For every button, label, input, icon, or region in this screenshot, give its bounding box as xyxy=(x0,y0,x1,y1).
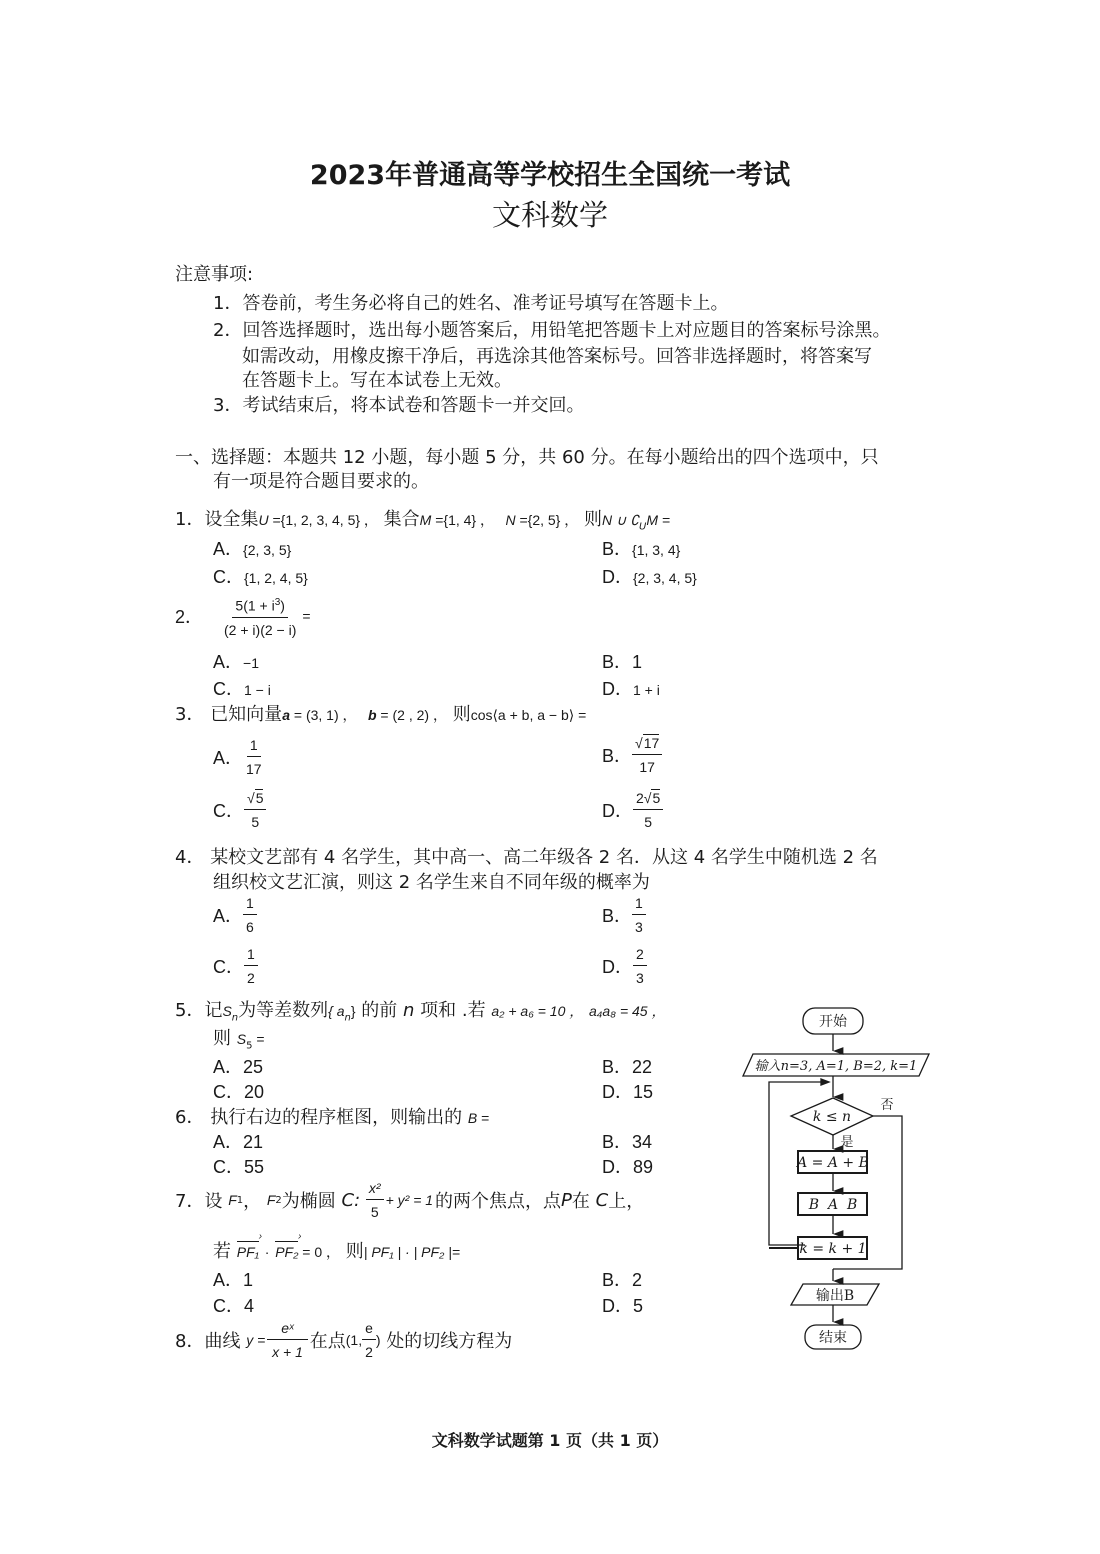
q2-denominator: (2 + i)(2 − i) xyxy=(224,621,297,638)
q5-seq-sub: n xyxy=(344,1012,351,1024)
q6-equals: = xyxy=(477,1110,490,1126)
option-value: 20 xyxy=(244,1082,265,1102)
q8-point: (1, xyxy=(345,1332,363,1348)
option-label: D． xyxy=(602,801,633,821)
q7-text-3: 的两个焦点，点 xyxy=(435,1191,562,1212)
fraction-numerator: 1 xyxy=(247,737,261,757)
q8-text-2: 在点 xyxy=(309,1331,346,1352)
q8-y-equals: y = xyxy=(246,1332,266,1348)
question-number: 7． xyxy=(175,1191,205,1212)
q5-seq: { a xyxy=(328,1003,345,1019)
q1-expr-sub: U xyxy=(639,521,647,533)
q5-var-s5: S xyxy=(236,1031,247,1047)
q3-then: 则 xyxy=(452,704,471,725)
option-label: C． xyxy=(213,801,244,821)
q3-vector-b: b xyxy=(367,707,377,723)
q8-text: 曲线 xyxy=(204,1331,241,1352)
option-fraction xyxy=(244,946,258,986)
option-label: B． xyxy=(602,1057,633,1077)
q7-option-d xyxy=(602,1292,643,1318)
q7-text: 设 xyxy=(204,1191,223,1212)
option-value: 1 + i xyxy=(633,682,660,698)
option-fraction xyxy=(633,946,647,986)
option-label: A． xyxy=(213,652,244,672)
q7-expr: | PF₁ | · | PF₂ |= xyxy=(363,1244,461,1260)
q1-option-b xyxy=(602,535,680,561)
fraction-denominator: 5 xyxy=(370,1204,379,1220)
option-value: 5 xyxy=(633,1296,644,1316)
option-label: C． xyxy=(213,1082,244,1102)
q1-text: 设全集 xyxy=(204,509,259,530)
question-1 xyxy=(175,505,670,533)
q2-option-b xyxy=(602,648,642,674)
question-number: 1． xyxy=(175,509,205,530)
option-value: 2 xyxy=(632,1270,643,1290)
q3-a-value: = (3, 1) ， xyxy=(289,707,357,723)
option-value: 21 xyxy=(243,1132,264,1152)
flow-step-3-label: k = k + 1 xyxy=(799,1241,867,1257)
q7-vector-pf1: PF₁ › xyxy=(237,1244,259,1260)
fraction-denominator: 3 xyxy=(635,919,643,935)
notice-heading: 注意事项: xyxy=(175,264,254,285)
option-label: D． xyxy=(602,679,633,699)
flow-no-label: 否 xyxy=(880,1098,894,1113)
notice-item-2-cont2: 在答题卡上。写在本试卷上无效。 xyxy=(242,370,512,391)
q6-text: 执行右边的程序框图，则输出的 xyxy=(210,1107,463,1128)
q7-var-c: C: xyxy=(341,1189,361,1211)
q2-numerator-tail: ) xyxy=(280,597,285,614)
q7-if: 若 xyxy=(213,1241,231,1262)
option-value: 34 xyxy=(632,1132,653,1152)
q5-sub-5: 5 xyxy=(246,1040,253,1052)
exam-title: 2023年普通高等学校招生全国统一考试 xyxy=(309,160,791,191)
fraction-numerator: 1 xyxy=(244,946,258,966)
section-heading: 一、选择题：本题共 12 小题，每小题 5 分，共 60 分。在每小题给出的四个选项中，只 xyxy=(175,447,879,468)
question-number: 5． xyxy=(175,1000,205,1021)
q1-then: 则 xyxy=(584,509,602,530)
question-3 xyxy=(175,700,586,726)
q1-option-c xyxy=(213,563,308,589)
option-label: D． xyxy=(602,1296,633,1316)
question-7 xyxy=(175,1180,644,1220)
q1-option-d xyxy=(602,563,697,589)
fraction-numerator: 17 xyxy=(643,735,660,751)
q4-text: 某校文艺部有 4 名学生，其中高一、高二年级各 2 名．从这 4 名学生中随机选 2 名 xyxy=(210,847,878,868)
section-heading-cont: 有一项是符合题目要求的。 xyxy=(213,471,429,492)
q3-b-value: = (2 , 2) ， xyxy=(376,707,447,723)
q5-option-d xyxy=(602,1078,653,1104)
question-2 xyxy=(175,595,311,638)
q6-option-d xyxy=(602,1153,653,1179)
option-value: {1, 3, 4} xyxy=(632,542,681,558)
q5-var-s: S xyxy=(222,1003,232,1019)
option-label: B． xyxy=(602,1132,633,1152)
q6-option-a xyxy=(213,1128,263,1154)
fraction-numerator: 5 xyxy=(255,790,264,806)
q7-fraction xyxy=(366,1180,384,1220)
q5-option-b xyxy=(602,1053,652,1079)
option-fraction xyxy=(243,737,265,777)
q7-equation-tail: + y² = 1 xyxy=(385,1192,434,1208)
fraction-coefficient: 2 xyxy=(636,790,644,806)
fraction-denominator: 2 xyxy=(247,970,255,986)
option-label: B． xyxy=(602,746,633,766)
question-4-cont: 组织校文艺汇演，则这 2 名学生来自不同年级的概率为 xyxy=(213,872,650,893)
q6-option-c xyxy=(213,1153,264,1179)
q7-option-b xyxy=(602,1266,642,1292)
question-number: 2． xyxy=(175,607,204,628)
q5-sub-n: n xyxy=(231,1012,239,1024)
q7-var-c2: C xyxy=(595,1189,609,1211)
q7-vector-pf2: PF₂ › xyxy=(275,1244,298,1260)
option-label: A． xyxy=(213,1057,244,1077)
option-label: C． xyxy=(213,567,244,587)
option-value: 1 − i xyxy=(244,682,271,698)
question-7-cont xyxy=(213,1237,460,1263)
question-number: 4． xyxy=(175,847,205,868)
q2-option-c xyxy=(213,675,271,701)
q3-text: 已知向量 xyxy=(210,704,283,725)
q7-dot: · xyxy=(264,1244,270,1260)
option-value: 15 xyxy=(633,1082,654,1102)
q1-expr: N ∪ ∁ xyxy=(602,512,640,528)
question-number: 6． xyxy=(175,1107,205,1128)
q1-n-set: ={2, 5} ， xyxy=(515,512,579,528)
fraction-denominator: 3 xyxy=(636,970,644,986)
q1-text-2: 集合 xyxy=(383,509,420,530)
q5-equals: = xyxy=(252,1031,265,1047)
option-label: A． xyxy=(213,1132,244,1152)
q8-text-3: 处的切线方程为 xyxy=(386,1331,513,1352)
notice-item-2: 2．回答选择题时，选出每小题答案后，用铅笔把答题卡上对应题目的答案标号涂黑。 xyxy=(213,320,891,341)
q3-option-a xyxy=(213,737,265,777)
option-value: 1 xyxy=(243,1270,254,1290)
q2-exponent: 3 xyxy=(274,597,281,608)
q7-sub-1: 1 xyxy=(236,1194,244,1206)
q5-then: 则 xyxy=(213,1028,231,1049)
q7-text-5: 上， xyxy=(608,1191,645,1212)
q1-expr-tail: M = xyxy=(646,512,671,528)
q2-option-a xyxy=(213,648,259,674)
flow-output-label: 输出B xyxy=(815,1288,855,1304)
q1-var-m: M xyxy=(419,512,432,528)
option-label: A． xyxy=(213,539,244,559)
q8-point-fraction xyxy=(362,1320,376,1360)
q5-condition-2: a₄a₈ = 45 ， xyxy=(589,1003,666,1019)
option-fraction xyxy=(243,895,257,935)
q7-sub-2: 2 xyxy=(275,1194,282,1206)
q8-fraction xyxy=(267,1320,308,1360)
q3-option-b xyxy=(602,735,662,775)
fraction-numerator: 2 xyxy=(633,946,647,966)
q3-option-d xyxy=(602,790,663,830)
q5-option-a xyxy=(213,1053,263,1079)
option-label: B． xyxy=(602,652,633,672)
notice-item-2-cont: 如需改动，用橡皮擦干净后，再选涂其他答案标号。回答非选择题时，将答案写 xyxy=(242,346,872,367)
q7-then: 则 xyxy=(345,1241,364,1262)
q5-text: 记 xyxy=(204,1000,223,1021)
option-label: B． xyxy=(602,906,633,926)
option-label: D． xyxy=(602,957,633,977)
q7-option-a xyxy=(213,1266,253,1292)
q7-var-f1: F xyxy=(228,1192,237,1208)
q2-numerator: 5(1 + i xyxy=(235,597,275,614)
flow-end-label: 结束 xyxy=(819,1330,847,1346)
q6-var-b: B xyxy=(467,1110,478,1126)
q7-var-f2: F xyxy=(266,1192,276,1208)
q7-text-4: 在 xyxy=(571,1191,590,1212)
q5-condition-1: a₂ + a₆ = 10 ， xyxy=(491,1003,584,1019)
q4-option-c xyxy=(213,946,258,986)
fraction-numerator: 1 xyxy=(243,895,257,915)
q4-option-b xyxy=(602,895,646,935)
fraction-denominator: 5 xyxy=(251,814,260,830)
q5-text-4: 项和 .若 xyxy=(420,1000,486,1021)
q3-expr: cos⟨a + b, a − b⟩ = xyxy=(470,707,587,723)
flow-step-1-label: A = A + B xyxy=(797,1155,869,1171)
option-value: 55 xyxy=(244,1157,265,1177)
notice-item-3: 3．考试结束后，将本试卷和答题卡一并交回。 xyxy=(213,395,585,416)
q2-equals: = xyxy=(302,608,311,625)
q1-m-set: ={1, 4} ， xyxy=(431,512,495,528)
fraction-denominator: x + 1 xyxy=(272,1344,303,1360)
q5-text-2: 为等差数列 xyxy=(238,1000,329,1021)
option-value: {1, 2, 4, 5} xyxy=(244,570,308,586)
flow-start-label: 开始 xyxy=(819,1014,847,1030)
exam-subject: 文科数学 xyxy=(491,198,608,232)
flow-decision-label: k ≤ n xyxy=(812,1109,852,1125)
question-number: 8． xyxy=(175,1331,205,1352)
fraction-denominator: 2 xyxy=(365,1344,373,1360)
option-value: 89 xyxy=(633,1157,654,1177)
option-label: A． xyxy=(213,906,244,926)
q1-option-a xyxy=(213,535,291,561)
question-6 xyxy=(175,1103,489,1129)
q7-var-p: P xyxy=(561,1189,572,1211)
flow-arrow xyxy=(821,1079,829,1085)
q5-seq-tail: } xyxy=(350,1003,356,1019)
option-label: C． xyxy=(213,1296,244,1316)
fraction-denominator: 17 xyxy=(246,761,262,777)
question-5-cont xyxy=(213,1024,265,1052)
q4-option-a xyxy=(213,895,257,935)
fraction-numerator: x² xyxy=(366,1180,384,1200)
q2-option-d xyxy=(602,675,660,701)
fraction-numerator: 5 xyxy=(652,790,661,806)
option-value: 1 xyxy=(632,652,643,672)
option-label: B． xyxy=(602,1270,633,1290)
q5-text-3: 的前 xyxy=(361,1000,398,1021)
option-value: 22 xyxy=(632,1057,653,1077)
fraction-numerator: eˣ xyxy=(267,1320,308,1340)
option-label: C． xyxy=(213,679,244,699)
q7-sep: ， xyxy=(243,1191,262,1212)
flow-yes-label: 是 xyxy=(840,1135,854,1150)
question-8 xyxy=(175,1320,512,1360)
question-4 xyxy=(175,843,878,869)
question-5 xyxy=(175,996,665,1024)
option-label: B． xyxy=(602,539,633,559)
option-value: {2, 3, 4, 5} xyxy=(633,570,697,586)
option-label: C． xyxy=(213,957,244,977)
q3-option-c xyxy=(213,790,266,830)
q7-equals-zero: = 0 ， xyxy=(298,1244,341,1260)
option-value: 4 xyxy=(244,1296,255,1316)
q1-var-u: U xyxy=(258,512,269,528)
option-label: D． xyxy=(602,1082,633,1102)
fraction-denominator: 6 xyxy=(246,919,254,935)
q1-u-set: ={1, 2, 3, 4, 5} ， xyxy=(268,512,378,528)
option-label: C． xyxy=(213,1157,244,1177)
fraction-denominator: 5 xyxy=(644,814,653,830)
q4-option-d xyxy=(602,946,647,986)
option-fraction xyxy=(632,895,646,935)
fraction-numerator: 1 xyxy=(632,895,646,915)
q8-point-tail: ) xyxy=(375,1332,381,1348)
option-value: −1 xyxy=(243,655,259,671)
fraction-numerator: e xyxy=(362,1320,376,1340)
q7-option-c xyxy=(213,1292,254,1318)
q3-vector-a: a xyxy=(282,707,290,723)
page-footer: 文科数学试题第 1 页（共 1 页） xyxy=(431,1431,669,1450)
notice-item-1: 1．答卷前，考生务必将自己的姓名、准考证号填写在答题卡上。 xyxy=(213,293,729,314)
option-label: D． xyxy=(602,567,633,587)
flow-input-label: 输入n=3, A=1, B=2, k=1 xyxy=(754,1059,918,1074)
option-fraction: $\frac{√17}{17}$ xyxy=(632,735,662,775)
q6-option-b xyxy=(602,1128,652,1154)
flow-step-2-label: B A B xyxy=(808,1197,858,1213)
q5-var-n: n xyxy=(403,1000,415,1021)
option-label: D． xyxy=(602,1157,633,1177)
option-label: A． xyxy=(213,748,244,768)
option-value: 25 xyxy=(243,1057,264,1077)
fraction-denominator: 17 xyxy=(639,759,655,775)
flowchart xyxy=(735,1005,935,1355)
question-number: 3． xyxy=(175,704,205,725)
q1-var-n: N xyxy=(505,512,516,528)
option-label: A． xyxy=(213,1270,244,1290)
option-value: {2, 3, 5} xyxy=(243,542,292,558)
option-fraction: $\frac{√5}{5}$ xyxy=(244,790,266,830)
q2-fraction xyxy=(221,595,299,638)
q5-option-c xyxy=(213,1078,264,1104)
option-fraction: $\frac{2√5}{5}$ xyxy=(633,790,663,830)
q7-text-2: 为椭圆 xyxy=(281,1191,336,1212)
